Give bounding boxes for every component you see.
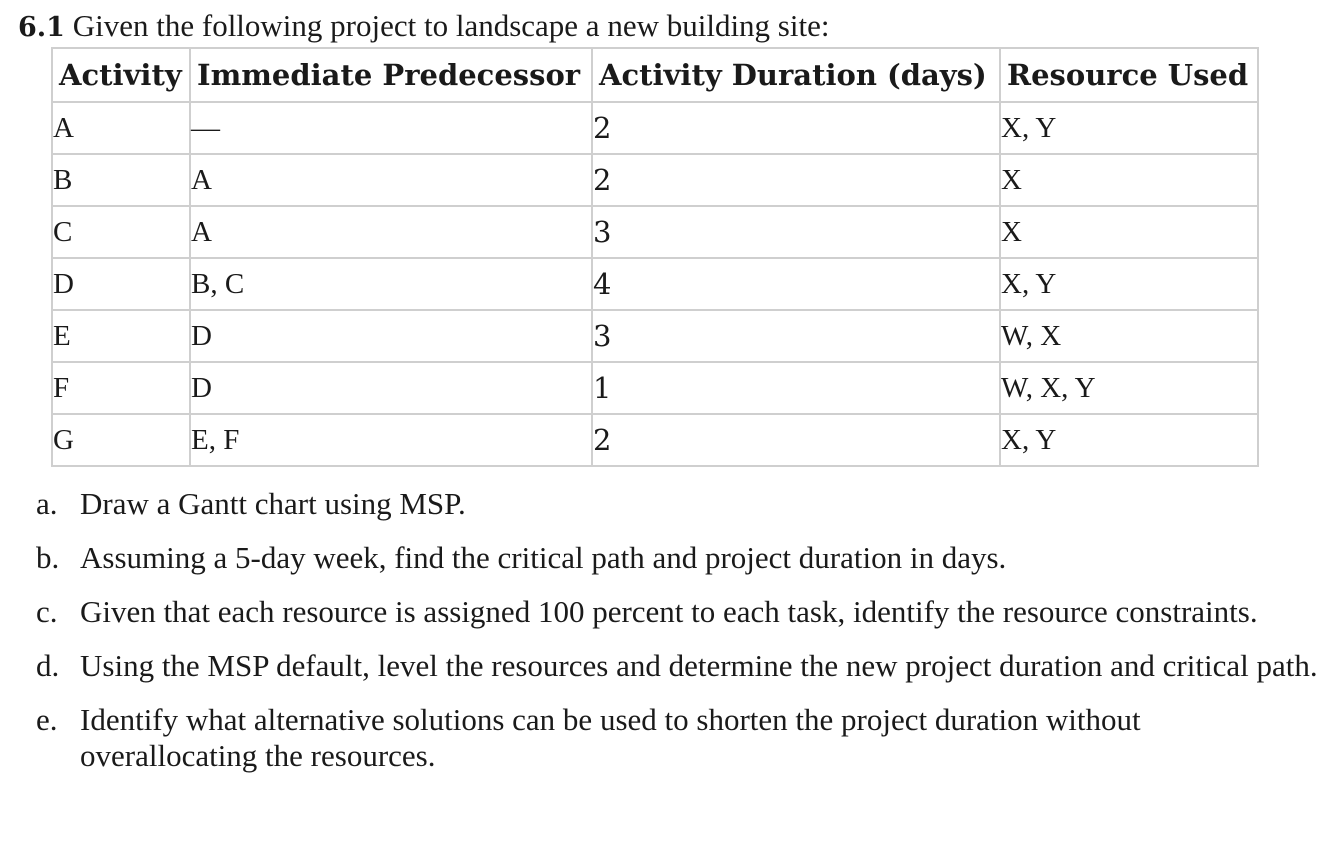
table-row	[53, 207, 1257, 259]
table-header-row	[53, 49, 1257, 103]
cell-resources: X	[999, 155, 1257, 207]
cell-resources: X, Y	[999, 259, 1257, 311]
problem-number: 6.1	[18, 12, 65, 43]
question-label: d.	[36, 648, 60, 683]
problem-heading	[18, 6, 829, 48]
question-text: Assuming a 5-day week, find the critical path and project duration in days.	[80, 540, 1007, 575]
cell-predecessor: B, C	[189, 259, 591, 311]
question-a	[36, 486, 1321, 522]
cell-activity: E	[53, 311, 189, 363]
cell-duration: 1	[591, 363, 999, 415]
cell-duration: 3	[591, 207, 999, 259]
cell-resources: W, X, Y	[999, 363, 1257, 415]
question-c	[36, 594, 1321, 630]
question-e	[36, 702, 1321, 774]
question-d	[36, 648, 1321, 684]
cell-activity: B	[53, 155, 189, 207]
header-resource: Resource Used	[999, 49, 1257, 103]
cell-activity: G	[53, 423, 74, 456]
question-label: a.	[36, 486, 58, 521]
cell-predecessor: E, F	[189, 415, 591, 465]
cell-duration: 2	[591, 155, 999, 207]
question-b	[36, 540, 1321, 576]
cell-resources: X, Y	[999, 103, 1257, 155]
cell-duration: 3	[591, 311, 999, 363]
table-row	[53, 259, 1257, 311]
table-row	[53, 103, 1257, 155]
header-predecessor: Immediate Predecessor	[189, 49, 591, 103]
cell-activity: A	[53, 103, 189, 155]
question-text: Identify what alternative solutions can be used to shorten the project duration without overallocating the resources.	[80, 702, 1141, 773]
table-row	[53, 311, 1257, 363]
cell-duration: 2	[591, 103, 999, 155]
question-text: Draw a Gantt chart using MSP.	[80, 486, 466, 521]
question-label: b.	[36, 540, 60, 575]
question-text: Using the MSP default, level the resources and determine the new project duration and critical path.	[80, 648, 1318, 683]
question-label: e.	[36, 702, 58, 737]
cell-duration: 4	[591, 259, 999, 311]
question-list	[36, 486, 1321, 774]
problem-heading-text: Given the following project to landscape a new building site:	[72, 8, 830, 43]
cell-predecessor: D	[189, 363, 591, 415]
project-activity-table	[51, 47, 1259, 467]
question-label: c.	[36, 594, 58, 629]
cell-predecessor: D	[189, 311, 591, 363]
cell-activity: C	[53, 207, 189, 259]
cell-duration: 2	[591, 415, 999, 465]
header-duration: Activity Duration (days)	[591, 49, 999, 103]
cell-resources: X, Y	[999, 415, 1257, 465]
cell-predecessor: —	[189, 103, 591, 155]
cell-resources: X	[999, 207, 1257, 259]
cell-activity: D	[53, 259, 189, 311]
cell-resources: W, X	[999, 311, 1257, 363]
cell-predecessor: A	[189, 207, 591, 259]
header-activity: Activity	[53, 49, 189, 103]
table-row	[53, 155, 1257, 207]
cell-predecessor: A	[189, 155, 591, 207]
table-row	[53, 415, 1257, 465]
table-row	[53, 363, 1257, 415]
cell-activity: F	[53, 363, 189, 415]
question-text: Given that each resource is assigned 100 percent to each task, identify the resource constraints.	[80, 594, 1258, 629]
